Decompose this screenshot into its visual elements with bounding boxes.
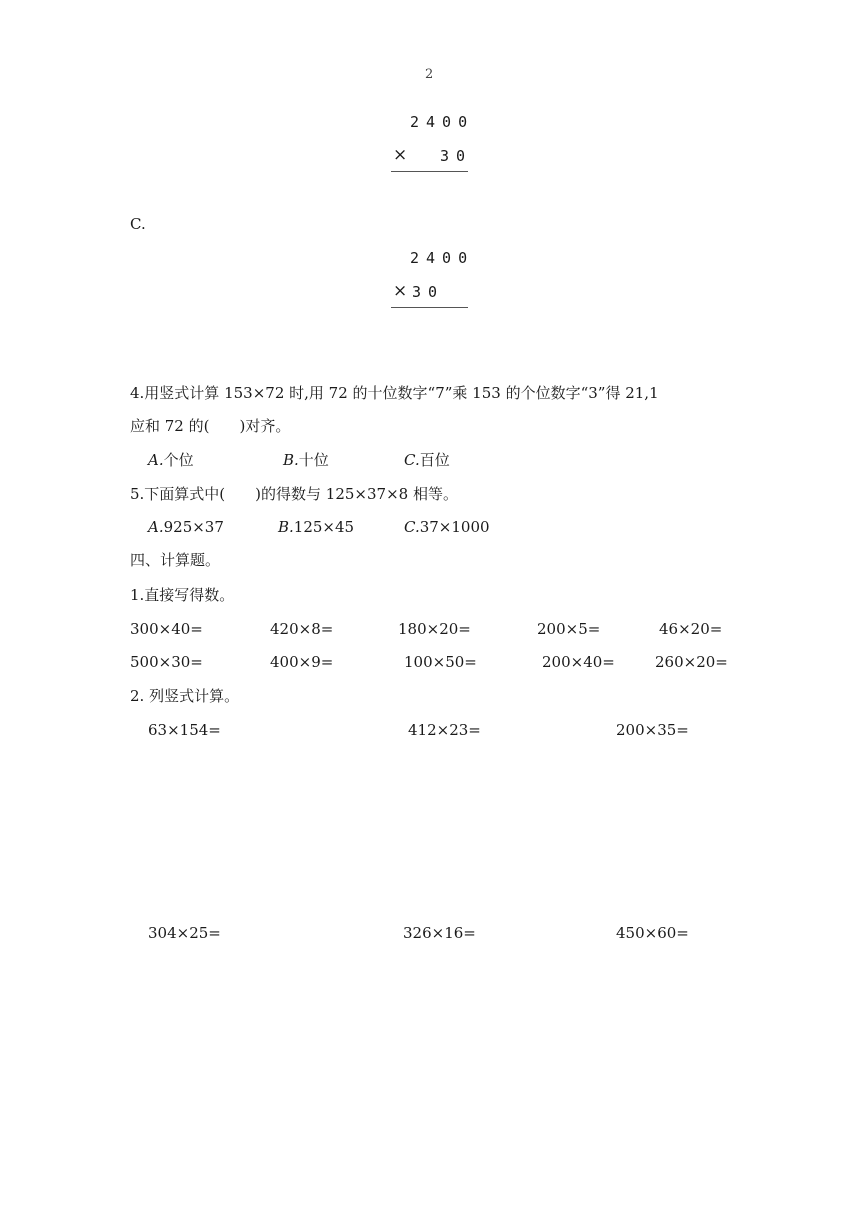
q4-option-c	[404, 453, 450, 468]
option-text: 百位	[419, 451, 450, 469]
option-text: 十位	[298, 451, 329, 469]
option-letter: A.	[148, 518, 164, 536]
option-letter: C.	[404, 518, 420, 536]
option-text: 37×1000	[419, 518, 490, 536]
oral-calc-item: 500×30=	[130, 653, 203, 671]
vertical-calc-problem: 326×16=	[403, 924, 476, 942]
vertical-calc-problem: 412×23=	[408, 721, 481, 739]
option-letter: A.	[148, 451, 164, 469]
oral-calc-item: 200×5=	[537, 620, 601, 638]
multiply-sign: ×	[393, 281, 408, 301]
q5-option-c	[404, 520, 490, 535]
option-text: 个位	[163, 451, 194, 469]
q4-text-line1: 4.用竖式计算 153×72 时,用 72 的十位数字“7”乘 153 的个位数字“3”得 21,1	[130, 384, 659, 402]
oral-calc-item: 180×20=	[398, 620, 471, 638]
q4-option-b	[283, 453, 329, 468]
vertical-calc-problem: 450×60=	[616, 924, 689, 942]
oral-calc-item: 400×9=	[270, 653, 334, 671]
subsection-title: 1.直接写得数。	[130, 586, 235, 604]
subsection-title: 2. 列竖式计算。	[130, 687, 240, 705]
multiplier: 30	[440, 147, 473, 165]
option-c-label: C.	[130, 215, 146, 233]
oral-calc-item: 46×20=	[659, 620, 723, 638]
vertical-calc-problem: 304×25=	[148, 924, 221, 942]
multiplier: 30	[412, 283, 445, 301]
oral-calc-item: 100×50=	[404, 653, 477, 671]
q5-option-a	[148, 520, 224, 535]
calc-underline	[391, 171, 468, 172]
oral-calc-item: 300×40=	[130, 620, 203, 638]
option-letter: C.	[404, 451, 420, 469]
q4-option-a	[148, 453, 194, 468]
oral-calc-item: 420×8=	[270, 620, 334, 638]
option-text: 925×37	[163, 518, 224, 536]
multiplicand: 2400	[410, 249, 475, 267]
option-letter: B.	[283, 451, 299, 469]
calc-underline	[391, 307, 468, 308]
oral-calc-item: 200×40=	[542, 653, 615, 671]
option-letter: B.	[278, 518, 294, 536]
page-number: 2	[425, 67, 434, 82]
option-text: 125×45	[293, 518, 355, 536]
q4-text-line2: 应和 72 的( )对齐。	[130, 417, 291, 435]
multiplicand: 2400	[410, 113, 475, 131]
q5-option-b	[278, 520, 354, 535]
q5-text: 5.下面算式中( )的得数与 125×37×8 相等。	[130, 485, 458, 503]
section-title: 四、计算题。	[130, 551, 221, 569]
multiply-sign: ×	[393, 145, 408, 165]
vertical-calc-problem: 63×154=	[148, 721, 221, 739]
oral-calc-item: 260×20=	[655, 653, 728, 671]
vertical-calc-problem: 200×35=	[616, 721, 689, 739]
